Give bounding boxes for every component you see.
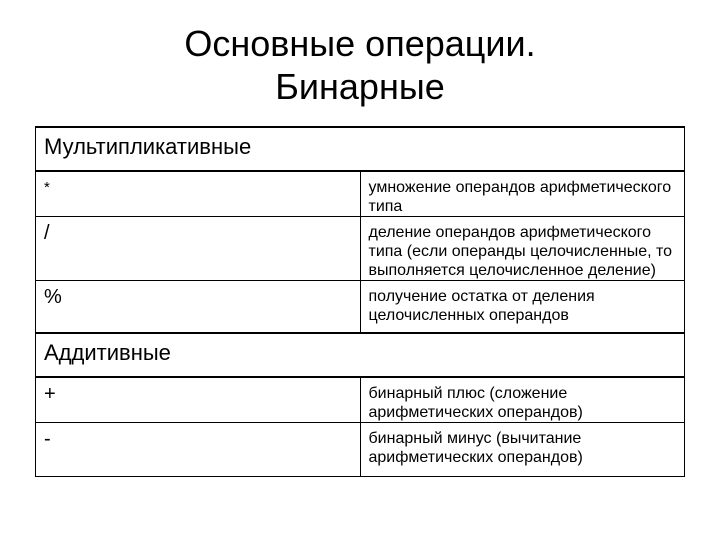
operator-cell: + (36, 377, 361, 423)
table-row (36, 171, 685, 217)
description-cell: умножение операндов арифметического типа (360, 171, 685, 217)
section-header-row (36, 333, 685, 377)
description-cell: бинарный плюс (сложение арифметических операндов) (360, 377, 685, 423)
operator-cell: % (36, 281, 361, 333)
table-row (36, 217, 685, 281)
description-cell: деление операндов арифметического типа (если операнды целочисленные, то выполняется целочисленное деление) (360, 217, 685, 281)
title-line-2: Бинарные (275, 66, 445, 107)
section-header-row (36, 127, 685, 171)
section-heading-additive: Аддитивные (36, 333, 685, 377)
page-title (60, 22, 660, 108)
operations-table (35, 126, 685, 477)
operator-cell: / (36, 217, 361, 281)
title-line-1: Основные операции. (184, 23, 536, 64)
operator-cell: * (36, 171, 361, 217)
description-cell: бинарный минус (вычитание арифметических операндов) (360, 423, 685, 477)
operator-cell: - (36, 423, 361, 477)
table-row (36, 377, 685, 423)
section-heading-multiplicative: Мультипликативные (36, 127, 685, 171)
table-row (36, 423, 685, 477)
description-cell: получение остатка от деления целочисленных операндов (360, 281, 685, 333)
table-row (36, 281, 685, 333)
